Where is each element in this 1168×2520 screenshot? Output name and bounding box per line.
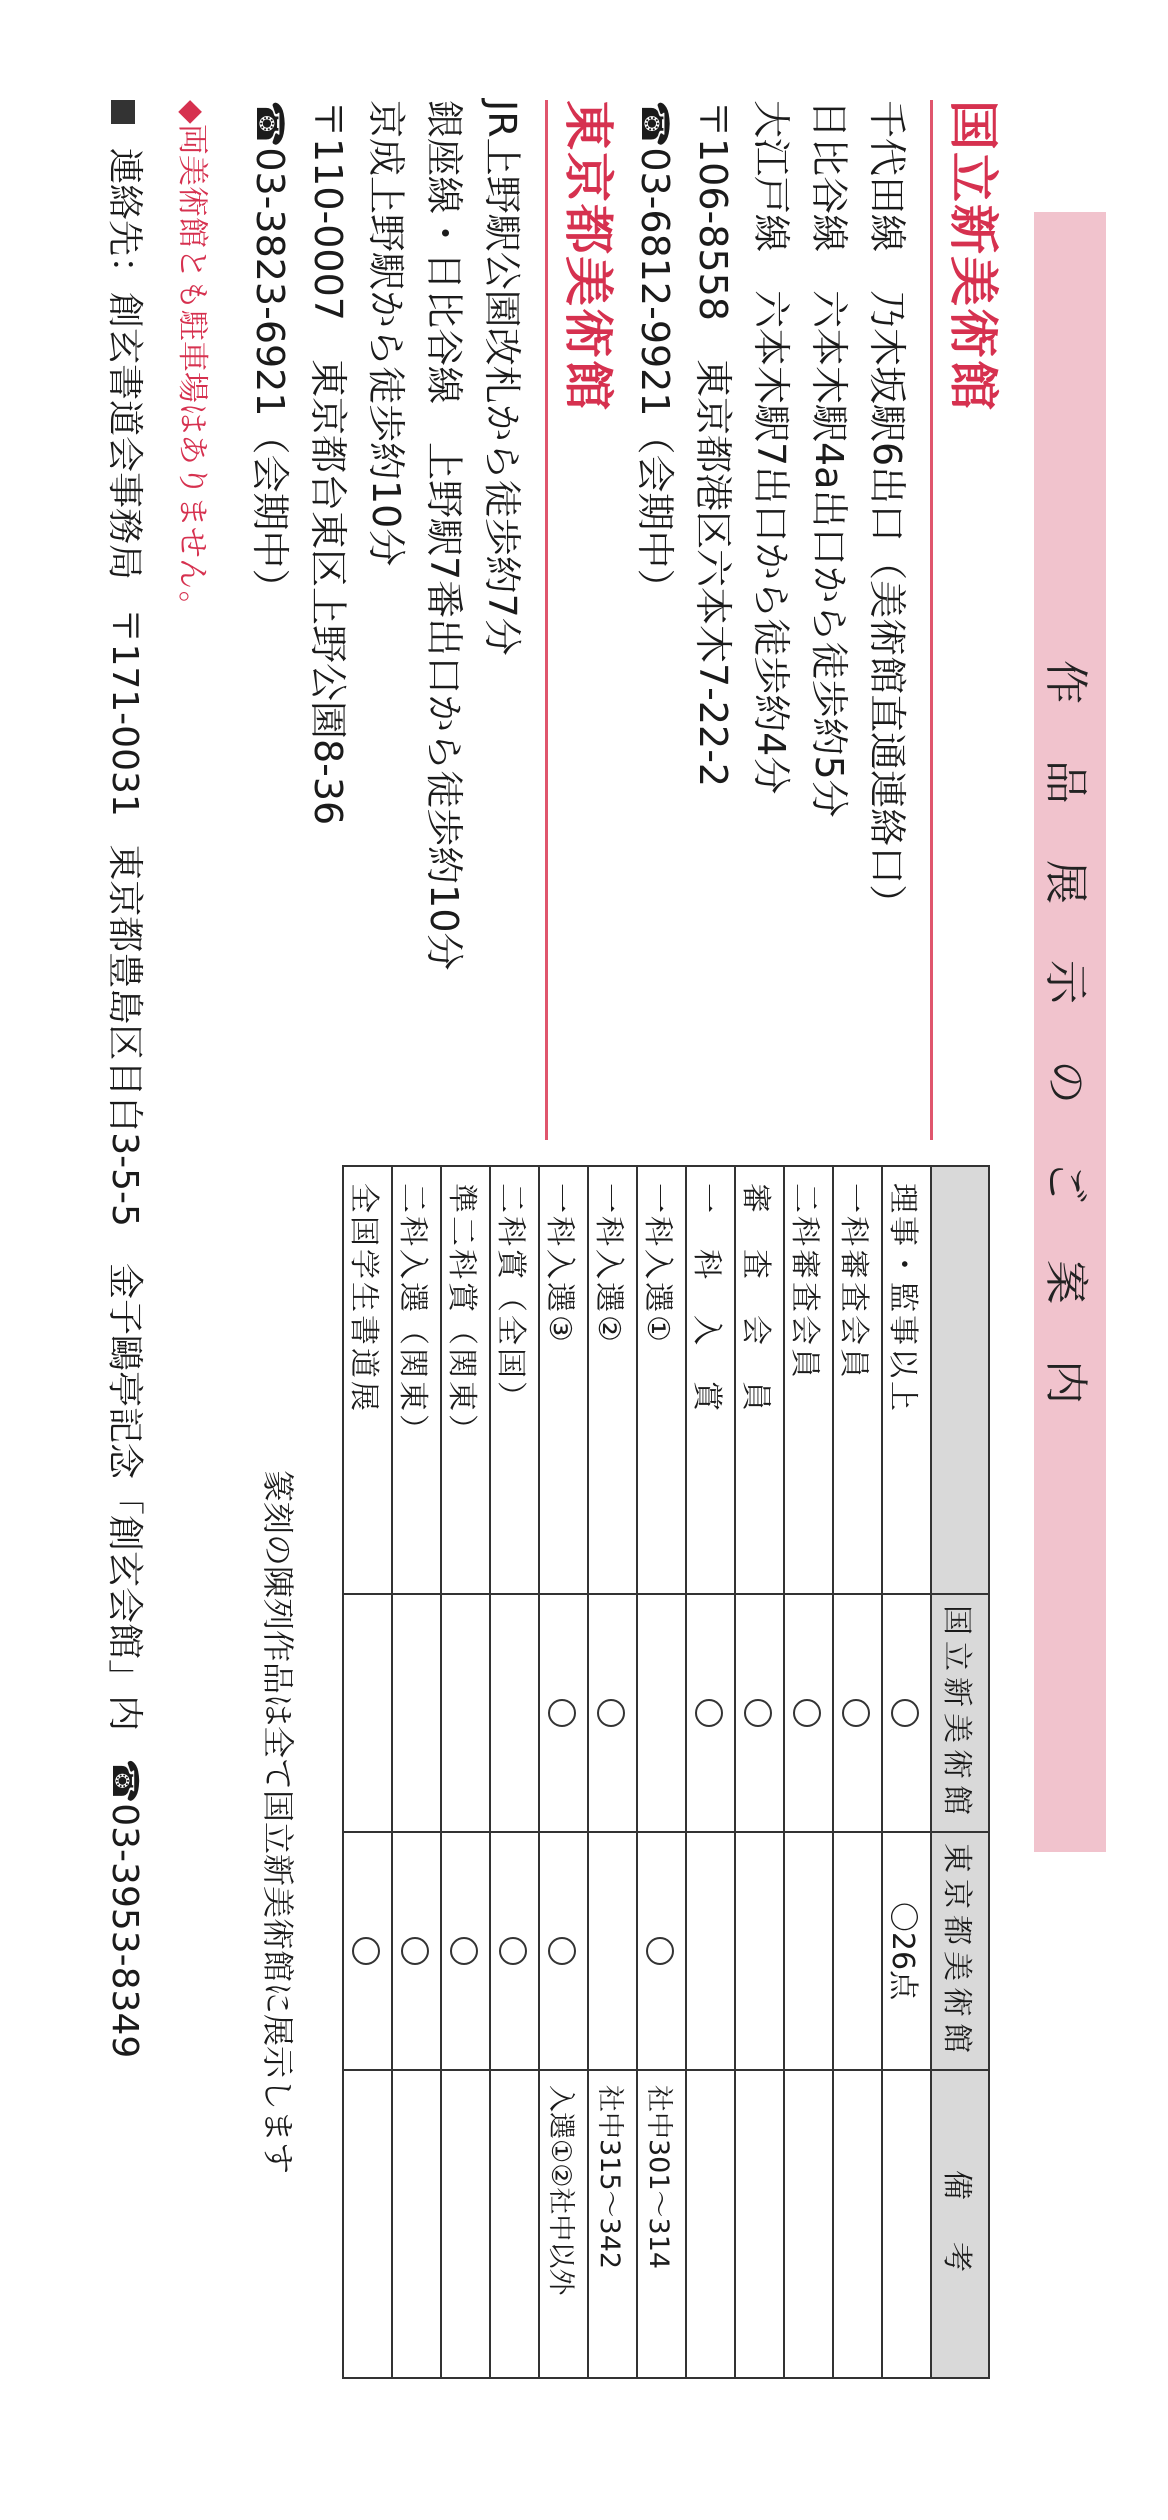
table-row: [490, 1166, 539, 2378]
circle-mark-icon: [745, 1699, 773, 1727]
category-cell: 一科審査会員: [833, 1166, 882, 1594]
title-band: [1034, 212, 1106, 1852]
national-art-center-cell: [784, 1594, 833, 1832]
table-row: [784, 1166, 833, 2378]
address-line: 〒110-0007 東京都台東区上野公園8-36: [306, 100, 350, 826]
venue-tokyo-metropolitan-art-museum: [241, 100, 628, 1140]
table-row: [833, 1166, 882, 2378]
tokyo-museum-cell: 〇26点: [882, 1832, 931, 2070]
tokyo-museum-cell: [686, 1832, 735, 2070]
page-title: 作品展示のご案内: [1040, 660, 1091, 1460]
contact-postal: 〒171-0031: [104, 607, 145, 817]
table-row: [882, 1166, 931, 2378]
note-cell: [490, 2070, 539, 2378]
tokyo-museum-cell: [588, 1832, 637, 2070]
table-body: [343, 1166, 931, 2378]
tokyo-museum-cell: [735, 1832, 784, 2070]
note-cell: [343, 2070, 392, 2378]
category-cell: 二科入選（関東）: [392, 1166, 441, 1594]
contact-phone: ☎03-3953-8349: [104, 1758, 145, 2059]
note-cell: 入選①②社中以外: [539, 2070, 588, 2378]
category-cell: 一 科 入 賞: [686, 1166, 735, 1594]
circle-mark-icon: [500, 1937, 528, 1965]
tokyo-museum-cell: [392, 1832, 441, 2070]
circle-mark-icon: [892, 1699, 920, 1727]
category-cell: 一科入選①: [637, 1166, 686, 1594]
access-line: JR上野駅公園改札から徒歩約7分: [480, 100, 524, 656]
national-art-center-cell: [490, 1594, 539, 1832]
note-cell: [686, 2070, 735, 2378]
table-row: [392, 1166, 441, 2378]
note-cell: [735, 2070, 784, 2378]
table-row: [539, 1166, 588, 2378]
tokyo-museum-cell: [833, 1832, 882, 2070]
table-header-row: [931, 1166, 989, 2378]
national-art-center-cell: [539, 1594, 588, 1832]
category-cell: 全国学生書道展: [343, 1166, 392, 1594]
circle-mark-icon: [402, 1937, 430, 1965]
category-cell: 理事・監事以上: [882, 1166, 931, 1594]
category-cell: 一科入選③: [539, 1166, 588, 1594]
category-cell: 一科入選②: [588, 1166, 637, 1594]
header-notes: 備 考: [931, 2070, 989, 2378]
tokyo-museum-cell: [539, 1832, 588, 2070]
note-cell: 社中301～314: [637, 2070, 686, 2378]
table-row: [735, 1166, 784, 2378]
tokyo-museum-cell: [343, 1832, 392, 2070]
table-row: [637, 1166, 686, 2378]
note-cell: [833, 2070, 882, 2378]
circle-mark-icon: [451, 1937, 479, 1965]
contact-address: 東京都豊島区目白3-5-5 金子鷗亭記念「創玄会館」内: [104, 844, 145, 1731]
square-bullet-icon: [111, 100, 135, 124]
table-row: [343, 1166, 392, 2378]
table-row: [686, 1166, 735, 2378]
national-art-center-cell: [735, 1594, 784, 1832]
national-art-center-cell: [686, 1594, 735, 1832]
category-cell: 二科賞（全国）: [490, 1166, 539, 1594]
header-tokyo-museum: 東京都美術館: [931, 1832, 989, 2070]
parking-notice: ◆両美術館とも駐車場はありません。: [174, 100, 210, 622]
national-art-center-cell: [637, 1594, 686, 1832]
venue-national-art-center: [626, 100, 1013, 1140]
category-cell: 二科審査会員: [784, 1166, 833, 1594]
circle-mark-icon: [647, 1937, 675, 1965]
national-art-center-cell: [588, 1594, 637, 1832]
table-footnote: 篆刻の陳列作品は全て国立新美術館に展示します: [259, 1470, 297, 2175]
circle-mark-icon: [598, 1699, 626, 1727]
circle-mark-icon: [549, 1937, 577, 1965]
exhibition-table: [342, 1165, 990, 2379]
venue-name: 国立新美術館: [930, 100, 1013, 1140]
address-line: 〒106-8558 東京都港区六本木7-22-2: [691, 100, 735, 788]
circle-mark-icon: [843, 1699, 871, 1727]
tokyo-museum-cell: [441, 1832, 490, 2070]
access-line: 銀座線・日比谷線 上野駅7番出口から徒歩約10分: [422, 100, 466, 971]
table-row: [441, 1166, 490, 2378]
circle-mark-icon: [794, 1699, 822, 1727]
venue-name: 東京都美術館: [545, 100, 628, 1140]
access-line: 千代田線 乃木坂駅6出口（美術館直通連絡口）: [865, 100, 909, 923]
note-cell: [882, 2070, 931, 2378]
national-art-center-cell: [392, 1594, 441, 1832]
national-art-center-cell: [343, 1594, 392, 1832]
tokyo-museum-cell: [490, 1832, 539, 2070]
contact-label: 連絡先：創玄書道会事務局: [104, 148, 145, 581]
table-row: [588, 1166, 637, 2378]
national-art-center-cell: [833, 1594, 882, 1832]
phone-line: ☎03-6812-9921（会期中）: [633, 100, 677, 607]
tokyo-museum-cell: [637, 1832, 686, 2070]
note-cell: [441, 2070, 490, 2378]
national-art-center-cell: [882, 1594, 931, 1832]
circle-mark-icon: [549, 1699, 577, 1727]
note-cell: [392, 2070, 441, 2378]
category-cell: 審 査 会 員: [735, 1166, 784, 1594]
note-cell: 社中315～342: [588, 2070, 637, 2378]
national-art-center-cell: [441, 1594, 490, 1832]
access-line: 京成上野駅から徒歩約10分: [364, 100, 408, 567]
contact-line: [102, 100, 153, 2058]
category-cell: 準二科賞（関東）: [441, 1166, 490, 1594]
circle-mark-icon: [353, 1937, 381, 1965]
access-line: 大江戸線 六本木駅7出口から徒歩約4分: [749, 100, 793, 795]
note-cell: [784, 2070, 833, 2378]
phone-line: ☎03-3823-6921（会期中）: [248, 100, 292, 607]
header-national-art-center: 国立新美術館: [931, 1594, 989, 1832]
access-line: 日比谷線 六本木駅4a出口から徒歩約5分: [807, 100, 851, 818]
header-category: [931, 1166, 989, 1594]
tokyo-museum-cell: [784, 1832, 833, 2070]
circle-mark-icon: [696, 1699, 724, 1727]
